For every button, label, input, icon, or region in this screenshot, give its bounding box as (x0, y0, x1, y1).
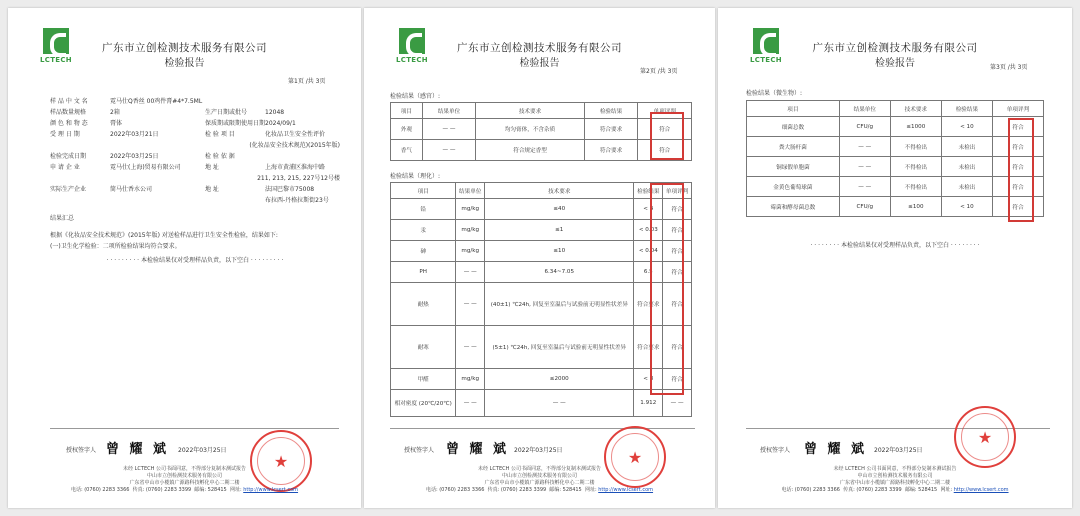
column-header: 单项评判 (663, 183, 692, 199)
table-row (391, 119, 692, 140)
conclusion-line: 根据《化妆品安全技术规范》(2015年版) 对送检样品进行卫生安全性检验，结果如下: (50, 232, 278, 239)
table-header-row (391, 103, 692, 119)
signature-date: 2022年03月25日 (874, 447, 923, 454)
table-cell: 符合 (638, 119, 692, 140)
info-value: 上海市黄浦区淮海中路 (265, 164, 326, 171)
section-physchem-title: 检验结果（理化）: (390, 173, 441, 180)
info-label: 申 请 企 业 (50, 164, 80, 171)
footer-line: 广东省中山市小榄镇广源路科技孵化中心二期二楼 (839, 480, 950, 486)
info-value: 化妆品卫生安全性评价 (265, 131, 326, 138)
column-header: 技术要求 (485, 183, 634, 199)
table-cell: 耐热 (391, 283, 456, 326)
table-cell: — — (839, 157, 890, 177)
footer-website-link[interactable]: http://www.lcsert.com (598, 487, 654, 493)
info-value: 2箱 (110, 109, 120, 116)
company-name: 广东市立创检测技术服务有限公司 (102, 42, 267, 54)
table-cell: 铅 (391, 199, 456, 220)
table-cell: 符合 (663, 241, 692, 262)
table-cell: 符合 (663, 369, 692, 390)
table-cell: 6.34~7.05 (485, 262, 634, 283)
logo-text: LCTECH (396, 56, 428, 64)
table-cell: < 0.04 (634, 241, 663, 262)
table-cell: 符合 (638, 140, 692, 161)
table-header-row (747, 101, 1044, 117)
info-row (50, 151, 340, 162)
official-stamp: ★ (954, 406, 1016, 468)
info-label (50, 195, 110, 206)
info-label: 生产日期或批号 (205, 109, 248, 116)
footer-tel: 电话: (0760) 2283 3366 (425, 487, 485, 493)
section-micro-title: 检验结果（微生物）: (746, 90, 803, 97)
table-cell: 符合要求 (634, 326, 663, 369)
page-number: 第1页 /共 3页 (288, 78, 326, 85)
footer (8, 466, 361, 494)
info-label: 受 理 日 期 (50, 131, 80, 138)
report-page-2 (364, 8, 715, 508)
official-stamp: ★ (250, 430, 312, 492)
highlight-box (650, 183, 684, 395)
table-cell: mg/kg (456, 220, 485, 241)
table-cell: ≤2000 (485, 369, 634, 390)
info-label: 保质期或限期使用日期 (205, 120, 266, 127)
info-value: 法国巴黎市75008 (265, 186, 315, 193)
signature-script: 曾 耀 斌 (106, 442, 170, 457)
info-row (50, 184, 340, 195)
signature-script: 曾 耀 斌 (804, 442, 868, 457)
table-cell: — — (456, 262, 485, 283)
table-cell: ≤1 (485, 220, 634, 241)
table-cell: — — (422, 140, 476, 161)
table-cell: 金黄色葡萄球菌 (747, 177, 840, 197)
info-value: 简马仕香水公司 (110, 186, 153, 193)
footer-zip: 邮编: 528415 (549, 487, 582, 493)
logo-text: LCTECH (40, 56, 72, 64)
column-header: 单项评判 (638, 103, 692, 119)
footer-line: 未经 LCTECH 公司书面同意，不得部分复制本测试报告 (833, 466, 957, 472)
report-title: 检验报告 (875, 58, 915, 69)
blank-notice: · · · · · · · · · 本检验结果仅对受理样品负责，以下空白 · · · · · · · · · (106, 257, 284, 264)
blank-notice: · · · · · · · · 本检验结果仅对受理样品负责，以下空白 · · · · · · · · (810, 242, 980, 249)
table-cell: ≤1000 (890, 117, 941, 137)
highlight-box (650, 112, 684, 160)
footer-zip: 邮编: 528415 (904, 487, 938, 493)
signature-date: 2022年03月25日 (514, 447, 563, 454)
info-value (108, 173, 200, 184)
footer-website-link[interactable]: http://www.lcsert.com (243, 487, 299, 493)
table-row (747, 177, 1044, 197)
company-name: 广东市立创检测技术服务有限公司 (457, 42, 622, 54)
info-label (199, 173, 257, 184)
info-label (194, 140, 250, 151)
table-cell: PH (391, 262, 456, 283)
table-cell: 细菌总数 (747, 117, 840, 137)
signatory-label: 授权签字人 (66, 447, 97, 454)
signature-script: 曾 耀 斌 (446, 442, 510, 457)
page-number: 第2页 /共 3页 (640, 68, 678, 75)
table-row (391, 369, 692, 390)
table-row (391, 283, 692, 326)
signature-divider (50, 428, 339, 429)
column-header: 单项评判 (992, 101, 1043, 117)
info-row (50, 173, 340, 184)
footer-line: 中山市立创检测技术服务有限公司 (857, 473, 933, 479)
table-cell: — — (456, 283, 485, 326)
table-cell: 符合要求 (634, 283, 663, 326)
report-title: 检验报告 (164, 58, 205, 69)
table-cell: 符合 (663, 326, 692, 369)
footer-line: 广东省中山市小榄镇广源路科技孵化中心二期二楼 (484, 480, 595, 486)
column-header: 结果单位 (422, 103, 476, 119)
info-label (205, 195, 265, 206)
info-value: 霓马仕Q香丝 00鸡件膏#4*7.5ML (110, 98, 203, 105)
info-label: 检 验 项 目 (205, 131, 235, 138)
footer-line: 未经 LCTECH 公司书面同意，不得部分复制本测试报告 (478, 466, 601, 472)
table-cell: mg/kg (456, 369, 485, 390)
report-title: 检验报告 (519, 58, 560, 69)
table-cell: 1.912 (634, 390, 663, 417)
column-header: 结果单位 (839, 101, 890, 117)
table-cell: < 0.03 (634, 220, 663, 241)
table-cell: < 10 (941, 197, 992, 217)
table-cell: 未检出 (941, 157, 992, 177)
footer-web-label: 网址: (584, 487, 597, 493)
table-row (391, 220, 692, 241)
footer-website-link[interactable]: http://www.lcsert.com (953, 487, 1009, 493)
footer-zip: 邮编: 528415 (194, 487, 227, 493)
table-cell: (5±1) ℃24h, 回复至室温后与试验前无明显性状差异 (485, 326, 634, 369)
table-cell: 未检出 (941, 137, 992, 157)
signature-date: 2022年03月25日 (178, 447, 227, 454)
table-cell: ≤10 (485, 241, 634, 262)
footer-web-label: 网址: (940, 487, 953, 493)
footer-contacts (364, 487, 715, 494)
info-value: 2022年03月25日 (110, 153, 159, 160)
table-cell: mg/kg (456, 241, 485, 262)
table-cell: < 4 (634, 199, 663, 220)
info-value: 12048 (265, 109, 285, 116)
info-label: 样品数量规格 (50, 109, 87, 116)
column-header: 检验结果 (634, 183, 663, 199)
table-cell: 甲醛 (391, 369, 456, 390)
info-value: 2022年03月21日 (110, 131, 159, 138)
info-label: 检 验 依 据 (205, 153, 235, 160)
table-cell: 符合 (663, 220, 692, 241)
footer-line: 中山市立创检测技术服务有限公司 (146, 473, 222, 479)
info-value: 211, 213, 215, 227号12号楼 (257, 175, 340, 182)
sample-info (50, 96, 340, 206)
table-cell: — — (839, 177, 890, 197)
report-page-3 (718, 8, 1072, 508)
table-cell: 符合 (663, 262, 692, 283)
footer-web-label: 网址: (229, 487, 242, 493)
table-cell: — — (456, 390, 485, 417)
info-value: 霓马仕(上海)贸易有限公司 (110, 164, 181, 171)
table-cell: 外观 (391, 119, 423, 140)
info-row (50, 195, 340, 206)
info-label: 地 址 (205, 186, 219, 193)
table-cell: — — (485, 390, 634, 417)
info-label: 地 址 (205, 164, 219, 171)
footer-line: 广东省中山市小榄镇广源路科技孵化中心二期二楼 (129, 480, 240, 486)
table-cell: 符合 (992, 117, 1043, 137)
table-cell: ≤40 (485, 199, 634, 220)
table-cell: ≤100 (890, 197, 941, 217)
table-cell: 霉菌和酵母菌总数 (747, 197, 840, 217)
company-name: 广东市立创检测技术服务有限公司 (812, 42, 978, 54)
info-label: 检验完成日期 (50, 153, 87, 160)
table-row (391, 262, 692, 283)
table-cell: 不得检出 (890, 157, 941, 177)
footer (364, 466, 715, 494)
table-cell: 符合 (992, 137, 1043, 157)
column-header: 检验结果 (584, 103, 638, 119)
table-cell: < 10 (941, 117, 992, 137)
logo-text: LCTECH (750, 56, 782, 64)
column-header: 结果单位 (456, 183, 485, 199)
info-row (50, 118, 340, 129)
footer-fax: 传真: (0760) 2283 3399 (487, 487, 547, 493)
footer-contacts (718, 487, 1072, 494)
info-row (50, 162, 340, 173)
table-cell: 香气 (391, 140, 423, 161)
table-cell: 未检出 (941, 177, 992, 197)
table-cell: 铜绿假单胞菌 (747, 157, 840, 177)
info-value (110, 195, 205, 206)
section-sensory-title: 检验结果（感官）: (390, 93, 441, 100)
table-cell: 不得检出 (890, 137, 941, 157)
info-value (265, 151, 340, 162)
physchem-table (390, 182, 692, 417)
footer-fax: 传真: (0760) 2283 3399 (843, 487, 902, 493)
table-row (747, 197, 1044, 217)
footer-tel: 电话: (0760) 2283 3366 (70, 487, 130, 493)
conclusion-line: (一)卫生化学检验：二项所检验结果均符合要求。 (50, 243, 181, 250)
table-cell: CFU/g (839, 117, 890, 137)
info-value: (化妆品安全技术规范)(2015年版) (249, 142, 341, 149)
table-cell: 符合 (992, 157, 1043, 177)
info-value (106, 140, 194, 151)
column-header: 项目 (391, 183, 456, 199)
sensory-table (390, 102, 692, 161)
conclusion (50, 213, 340, 266)
footer-contacts (8, 487, 361, 494)
footer-line: 中山市立创检测技术服务有限公司 (501, 473, 577, 479)
info-row (50, 140, 340, 151)
footer-line: 未经 LCTECH 公司书面同意，不得部分复制本测试报告 (123, 466, 246, 472)
column-header: 检验结果 (941, 101, 992, 117)
microbial-table (746, 100, 1044, 217)
table-cell: 汞 (391, 220, 456, 241)
column-header: 项目 (747, 101, 840, 117)
table-row (391, 241, 692, 262)
footer (718, 466, 1072, 494)
column-header: 项目 (391, 103, 423, 119)
info-value: 膏体 (110, 120, 123, 127)
table-cell: 符合 (663, 283, 692, 326)
table-cell: (40±1) ℃24h, 回复至室温后与试验前无明显性状差异 (485, 283, 634, 326)
table-cell: mg/kg (456, 199, 485, 220)
table-cell: 符合要求 (584, 119, 638, 140)
table-cell: 符合规定香型 (476, 140, 584, 161)
info-row (50, 96, 340, 107)
info-value: 2024/09/1 (265, 120, 296, 127)
table-cell: 符合要求 (584, 140, 638, 161)
info-label (50, 173, 108, 184)
conclusion-title: 结果汇总 (50, 215, 75, 222)
table-row (747, 157, 1044, 177)
signatory-label: 授权签字人 (404, 447, 435, 454)
info-label: 样 品 中 文 名 (50, 98, 88, 105)
highlight-box (1008, 118, 1034, 222)
table-cell: — — (663, 390, 692, 417)
info-label: 实际生产企业 (50, 186, 87, 193)
table-row (391, 140, 692, 161)
table-cell: 均匀膏体，不含杂质 (476, 119, 584, 140)
table-cell: 符合 (992, 197, 1043, 217)
table-cell: — — (456, 326, 485, 369)
info-row (50, 107, 340, 118)
table-cell: 相对密度 (20℃/20℃) (391, 390, 456, 417)
column-header: 技术要求 (890, 101, 941, 117)
info-value (265, 96, 340, 107)
table-cell: 不得检出 (890, 177, 941, 197)
official-stamp: ★ (604, 426, 666, 488)
table-cell: 符合 (992, 177, 1043, 197)
table-row (391, 390, 692, 417)
info-value: 布拉西-丹格拉斯街23号 (265, 197, 329, 204)
table-cell: — — (839, 137, 890, 157)
info-label (50, 140, 106, 151)
table-row (747, 137, 1044, 157)
table-cell: 符合 (663, 199, 692, 220)
info-label: 颜 色 和 物 态 (50, 120, 88, 127)
table-cell: 6.5 (634, 262, 663, 283)
table-cell: 砷 (391, 241, 456, 262)
table-cell: — — (422, 119, 476, 140)
report-page-1 (8, 8, 361, 508)
table-cell: 粪大肠杆菌 (747, 137, 840, 157)
footer-fax: 传真: (0760) 2283 3399 (132, 487, 192, 493)
table-header-row (391, 183, 692, 199)
signatory-label: 授权签字人 (760, 447, 791, 454)
column-header: 技术要求 (476, 103, 584, 119)
info-row (50, 129, 340, 140)
table-cell: CFU/g (839, 197, 890, 217)
table-row (391, 199, 692, 220)
table-row (747, 117, 1044, 137)
table-row (391, 326, 692, 369)
table-cell: < 8 (634, 369, 663, 390)
table-cell: 耐寒 (391, 326, 456, 369)
page-number: 第3页 /共 3页 (990, 64, 1028, 71)
info-label (205, 96, 265, 107)
footer-tel: 电话: (0760) 2283 3366 (781, 487, 840, 493)
